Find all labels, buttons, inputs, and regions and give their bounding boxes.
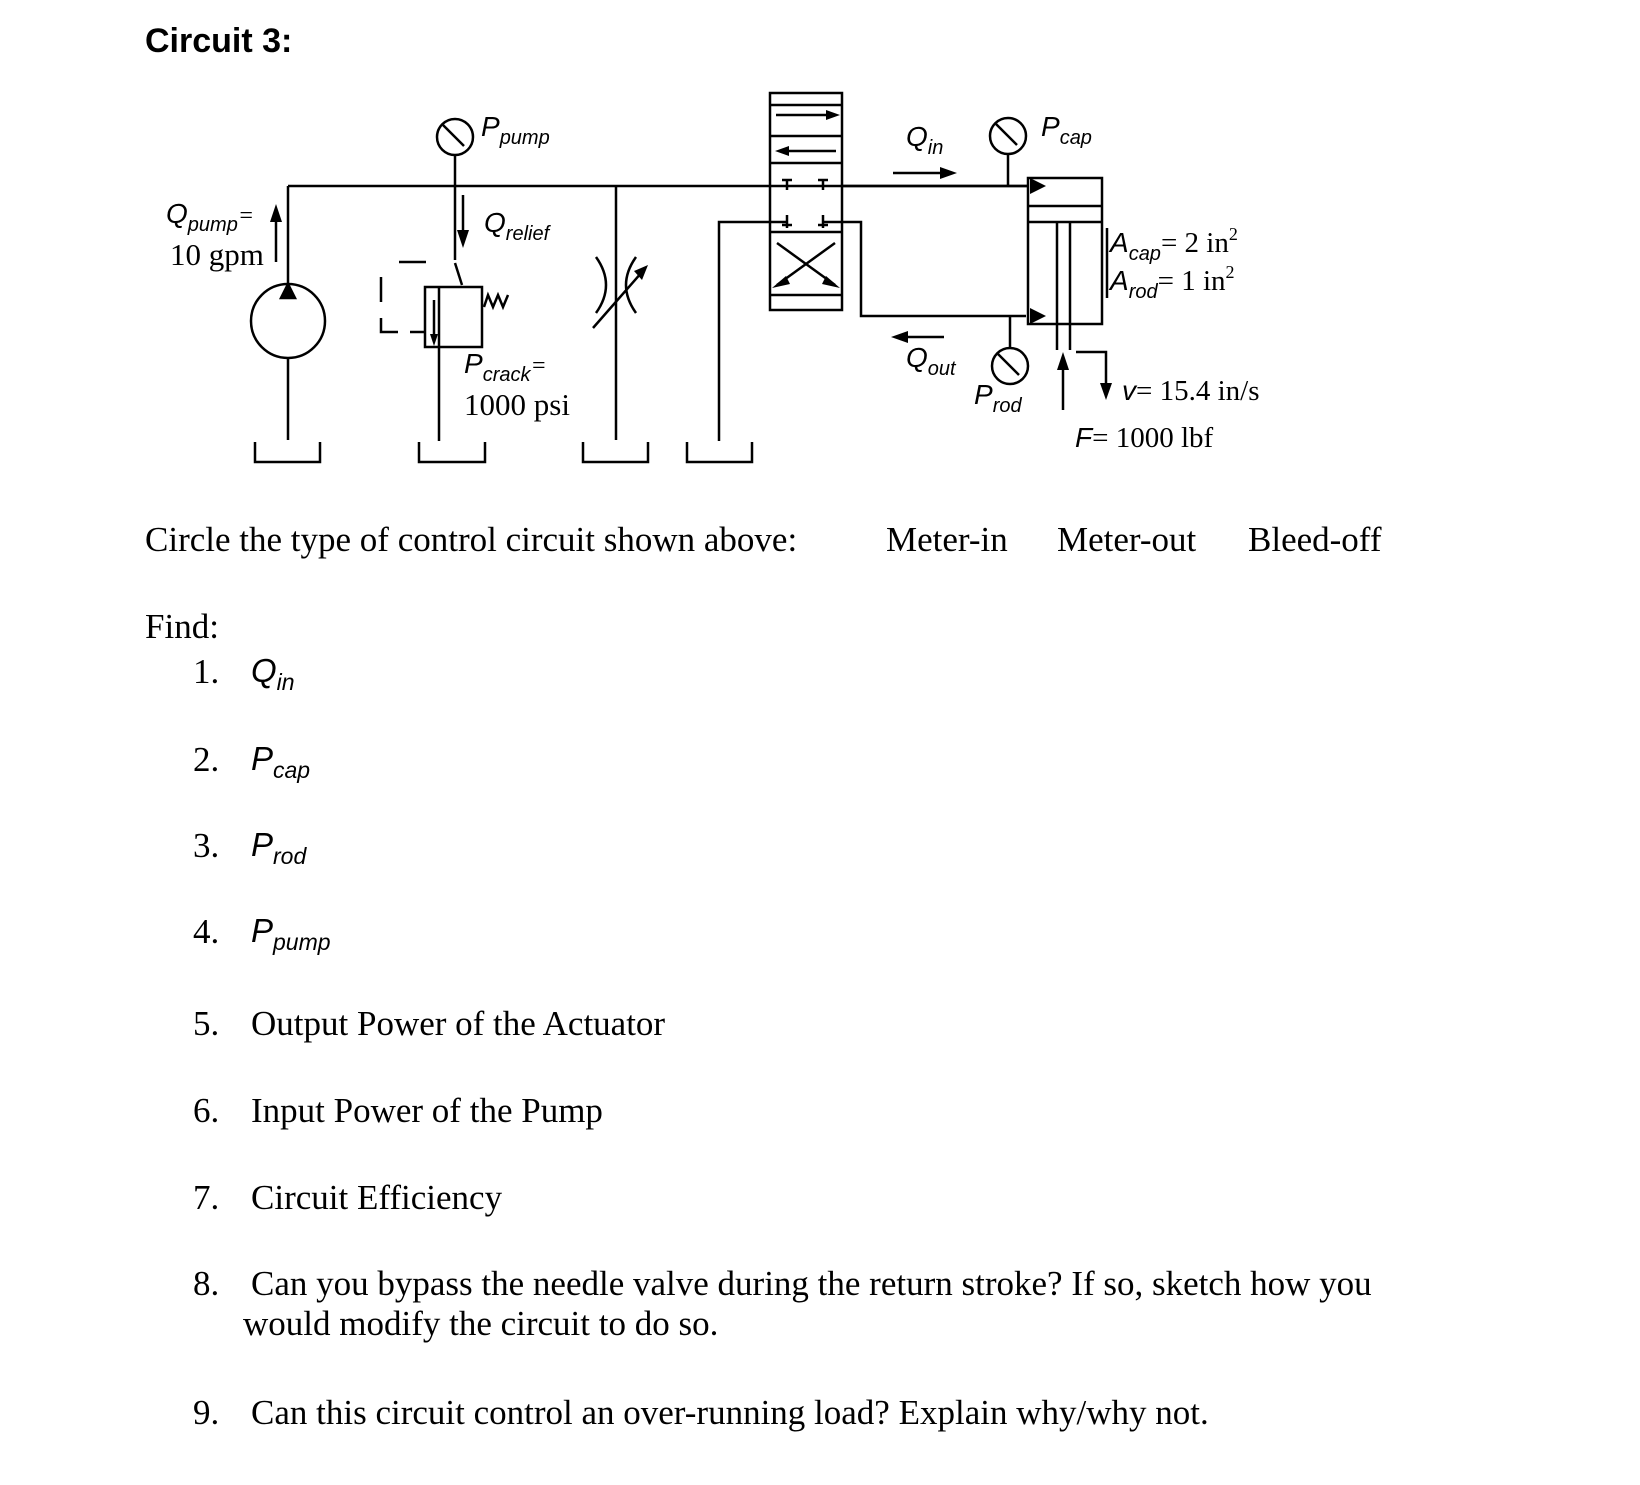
label-p-cap <box>1041 111 1092 149</box>
option-meter-out[interactable]: Meter-out <box>1057 520 1197 559</box>
svg-text:Pcrack=: $P_{crack}=$ <box>464 348 547 386</box>
circuit-title: Circuit 3: <box>145 22 293 60</box>
label-force <box>1075 422 1214 454</box>
find-item-text: Input Power of the Pump <box>251 1091 603 1130</box>
option-meter-in[interactable]: Meter-in <box>886 520 1008 559</box>
pump-flow-arrow <box>270 204 282 262</box>
tank-return-line <box>719 222 787 441</box>
find-item-symbol: $P_{rod}$ <box>251 826 307 869</box>
find-item-number: 2. <box>193 740 220 779</box>
label-p-rod <box>974 379 1022 417</box>
find-item-symbol: $Q_{in}$ <box>251 652 295 695</box>
tank-pump <box>255 442 320 462</box>
svg-text:Pcap: $P_{cap}$ <box>1041 111 1092 149</box>
needle-valve <box>593 186 648 440</box>
directional-control-valve <box>770 93 842 310</box>
svg-text:Prod: $P_{rod}$ <box>974 379 1022 417</box>
svg-text:Ppump: $P_{pump}$ <box>481 111 550 149</box>
svg-text:10 gpm: 10 gpm <box>170 237 264 272</box>
tank-dcv <box>687 442 752 462</box>
label-p-pump <box>481 111 550 149</box>
label-q-in <box>906 121 943 159</box>
find-item-number: 5. <box>193 1004 220 1043</box>
svg-text:Qrelief: $Q_{relief}$ <box>484 207 550 245</box>
find-item-number: 3. <box>193 826 220 865</box>
svg-text:1000 psi: 1000 psi <box>464 387 570 422</box>
svg-text:Qpump=: $Q_{pump}=$ <box>166 198 255 236</box>
svg-text:v= 15.4 in/s: v= 15.4 in/s <box>1122 375 1260 407</box>
pump-pressure-gauge <box>437 119 473 186</box>
label-q-relief <box>484 207 552 245</box>
option-bleed-off[interactable]: Bleed-off <box>1248 520 1382 559</box>
find-item-number: 7. <box>193 1178 220 1217</box>
find-item-number: 9. <box>193 1393 220 1432</box>
rod-pressure-gauge <box>992 316 1028 384</box>
label-q-pump <box>166 198 264 272</box>
label-velocity <box>1122 375 1260 407</box>
circuit-type-question <box>145 520 1382 560</box>
force-arrow <box>1057 352 1069 410</box>
svg-text:F= 1000 lbf: F= 1000 lbf <box>1075 422 1214 454</box>
relief-flow-arrow <box>457 195 469 248</box>
find-item-number: 6. <box>193 1091 220 1130</box>
tank-needle <box>583 442 648 462</box>
find-item-text: Circuit Efficiency <box>251 1178 503 1217</box>
svg-text:Qin: $Q_{in}$ <box>906 121 944 159</box>
find-item-text: Can this circuit control an over-running load? Explain why/why not. <box>251 1393 1209 1432</box>
find-item-text: Can you bypass the needle valve during the return stroke? If so, sketch how you <box>251 1264 1372 1303</box>
find-item-symbol: $P_{pump}$ <box>251 912 331 955</box>
find-item-text: Output Power of the Actuator <box>251 1004 666 1043</box>
find-item-symbol: $P_{cap}$ <box>251 740 311 783</box>
find-item-number: 1. <box>193 652 220 691</box>
pump-symbol <box>251 284 325 440</box>
find-item-number: 8. <box>193 1264 220 1303</box>
qin-flow-arrow <box>893 167 957 179</box>
label-a-rod <box>1108 262 1235 303</box>
label-q-out <box>906 342 957 380</box>
find-item-text-continued: would modify the circuit to do so. <box>243 1304 719 1343</box>
label-a-cap <box>1108 224 1238 265</box>
cap-pressure-gauge <box>990 118 1026 186</box>
svg-text:Qout: $Q_{out}$ <box>906 342 956 380</box>
hydraulic-cylinder <box>1028 178 1102 350</box>
tank-relief <box>419 442 485 462</box>
hydraulic-circuit-diagram <box>0 0 1640 480</box>
question-prompt: Circle the type of control circuit shown above: <box>145 520 798 559</box>
velocity-arrow <box>1076 352 1112 400</box>
find-item-number: 4. <box>193 912 220 951</box>
svg-text:Acap= 2 in2: $A_{cap}= 2$ $in^2$ <box>1110 224 1238 265</box>
pressure-line <box>288 186 1028 284</box>
label-p-crack <box>464 348 570 422</box>
find-label: Find: <box>145 607 219 646</box>
rod-line <box>823 222 1026 316</box>
svg-text:Arod= 1 in2: $A_{rod}= 1$ $in^2$ <box>1110 262 1235 303</box>
